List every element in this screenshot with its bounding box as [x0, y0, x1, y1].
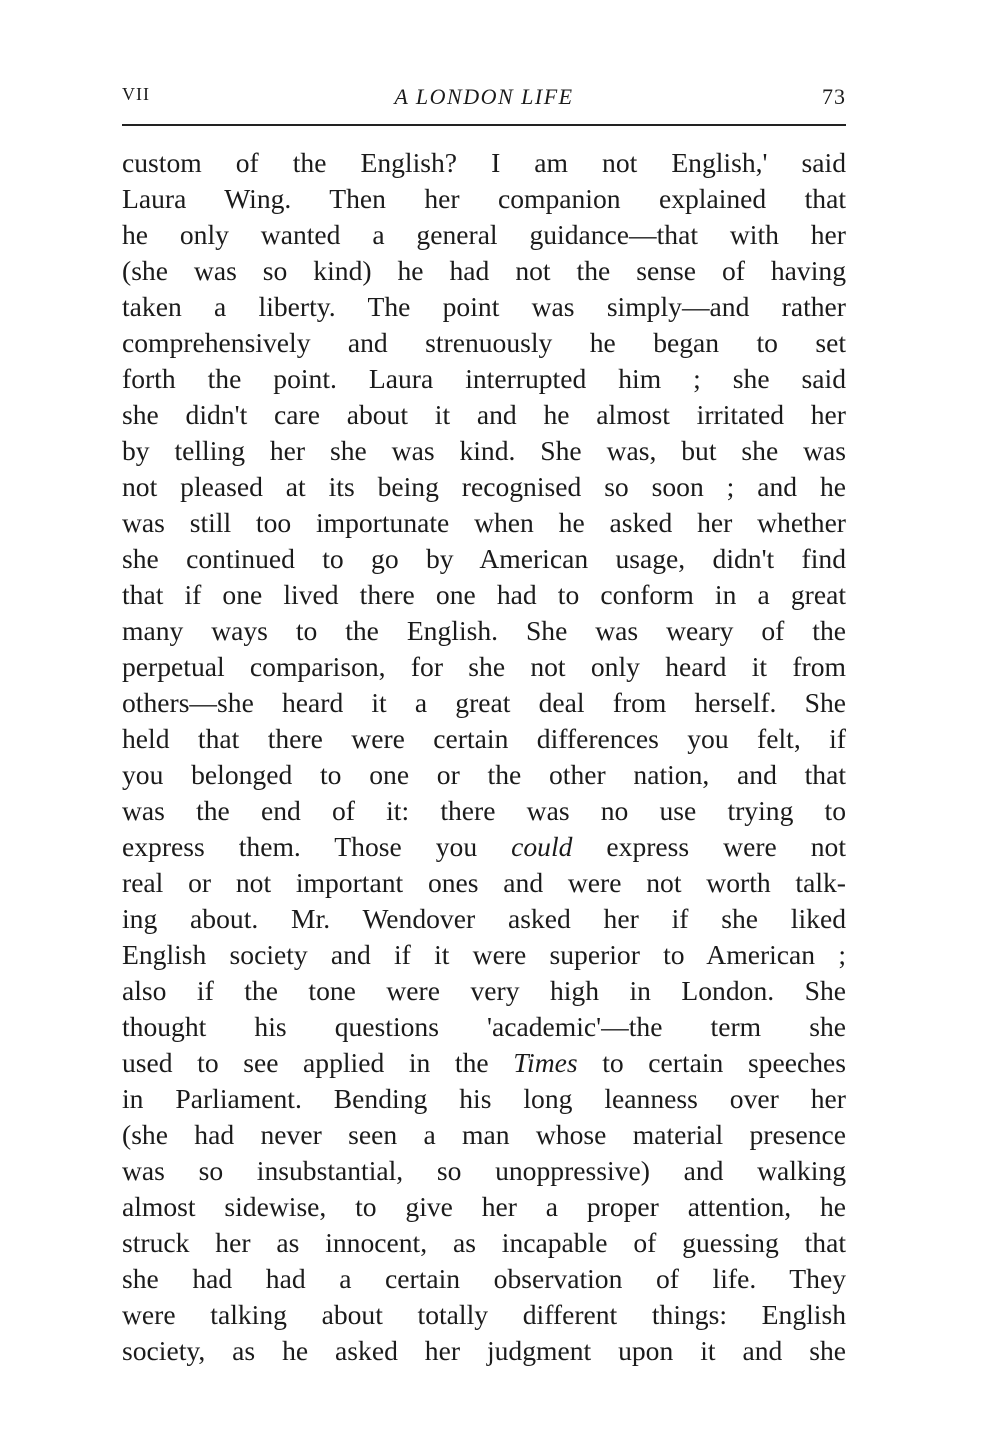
text-line	[122, 145, 846, 181]
text-segment: by telling her she was kind. She was, but she was	[122, 435, 846, 466]
text-segment: she didn't care about it and he almost irritated her	[122, 399, 846, 430]
text-segment: were talking about totally different things: English	[122, 1299, 846, 1330]
running-title: A LONDON LIFE	[394, 84, 574, 109]
text-line	[122, 325, 846, 361]
text-segment: ing about. Mr. Wendover asked her if she liked	[122, 903, 846, 934]
text-segment: he only wanted a general guidance—that with her	[122, 219, 846, 250]
text-segment: you belonged to one or the other nation, and that	[122, 759, 846, 790]
text-segment: to certain speeches	[577, 1047, 847, 1078]
text-line	[122, 433, 846, 469]
page-number: 73	[822, 84, 846, 109]
text-segment: she had had a certain observation of life. They	[122, 1263, 846, 1294]
text-line	[122, 865, 846, 901]
text-line	[122, 649, 846, 685]
text-segment: Laura Wing. Then her companion explained that	[122, 183, 846, 214]
text-segment: also if the tone were very high in London. She	[122, 975, 846, 1006]
text-segment: was so insubstantial, so unoppressive) and walking	[122, 1155, 846, 1186]
text-segment: struck her as innocent, as incapable of guessing that	[122, 1227, 846, 1258]
text-segment: was still too importunate when he asked her whether	[122, 507, 846, 538]
text-segment: that if one lived there one had to conform in a great	[122, 579, 846, 610]
text-line	[122, 253, 846, 289]
text-segment: not pleased at its being recognised so soon ; and he	[122, 471, 846, 502]
text-line	[122, 1225, 846, 1261]
text-line	[122, 1009, 846, 1045]
chapter-number: VII	[122, 84, 150, 104]
text-line	[122, 1117, 846, 1153]
header-rule	[122, 124, 846, 126]
text-line	[122, 1333, 846, 1369]
text-segment: many ways to the English. She was weary of the	[122, 615, 846, 646]
text-line	[122, 829, 846, 865]
text-line	[122, 685, 846, 721]
text-line	[122, 505, 846, 541]
text-line	[122, 937, 846, 973]
text-line	[122, 901, 846, 937]
text-segment: (she had never seen a man whose material presence	[122, 1119, 846, 1150]
text-segment: custom of the English? I am not English,' said	[122, 147, 846, 178]
text-line	[122, 757, 846, 793]
text-line	[122, 1045, 846, 1081]
text-line	[122, 541, 846, 577]
text-line	[122, 973, 846, 1009]
text-segment: express them. Those you	[122, 831, 512, 862]
text-segment: she continued to go by American usage, didn't find	[122, 543, 846, 574]
text-segment: English society and if it were superior to American ;	[122, 939, 846, 970]
text-line	[122, 577, 846, 613]
text-segment: perpetual comparison, for she not only heard it from	[122, 651, 846, 682]
text-line	[122, 217, 846, 253]
text-segment: thought his questions 'academic'—the term she	[122, 1011, 846, 1042]
text-segment: was the end of it: there was no use trying to	[122, 795, 846, 826]
text-segment: society, as he asked her judgment upon it and she	[122, 1335, 846, 1366]
text-line	[122, 1153, 846, 1189]
text-segment: almost sidewise, to give her a proper attention, he	[122, 1191, 846, 1222]
text-segment: real or not important ones and were not worth talk-	[122, 867, 846, 898]
text-segment: (she was so kind) he had not the sense of having	[122, 255, 846, 286]
text-line	[122, 361, 846, 397]
text-line	[122, 1261, 846, 1297]
text-segment: forth the point. Laura interrupted him ; she said	[122, 363, 846, 394]
text-line	[122, 397, 846, 433]
text-line	[122, 1189, 846, 1225]
text-segment: held that there were certain differences you felt, if	[122, 723, 846, 754]
text-segment: used to see applied in the	[122, 1047, 514, 1078]
italic-word: could	[511, 831, 573, 862]
text-line	[122, 1081, 846, 1117]
running-head	[122, 84, 846, 114]
italic-word: Times	[513, 1047, 578, 1078]
text-line	[122, 793, 846, 829]
text-line	[122, 181, 846, 217]
text-line	[122, 721, 846, 757]
text-line	[122, 1297, 846, 1333]
text-segment: express were not	[572, 831, 847, 862]
text-segment: in Parliament. Bending his long leanness over her	[122, 1083, 846, 1114]
text-line	[122, 613, 846, 649]
text-segment: taken a liberty. The point was simply—and rather	[122, 291, 846, 322]
text-segment: others—she heard it a great deal from herself. She	[122, 687, 846, 718]
body-text	[122, 145, 846, 1369]
text-segment: comprehensively and strenuously he began to set	[122, 327, 846, 358]
text-line	[122, 289, 846, 325]
text-line	[122, 469, 846, 505]
